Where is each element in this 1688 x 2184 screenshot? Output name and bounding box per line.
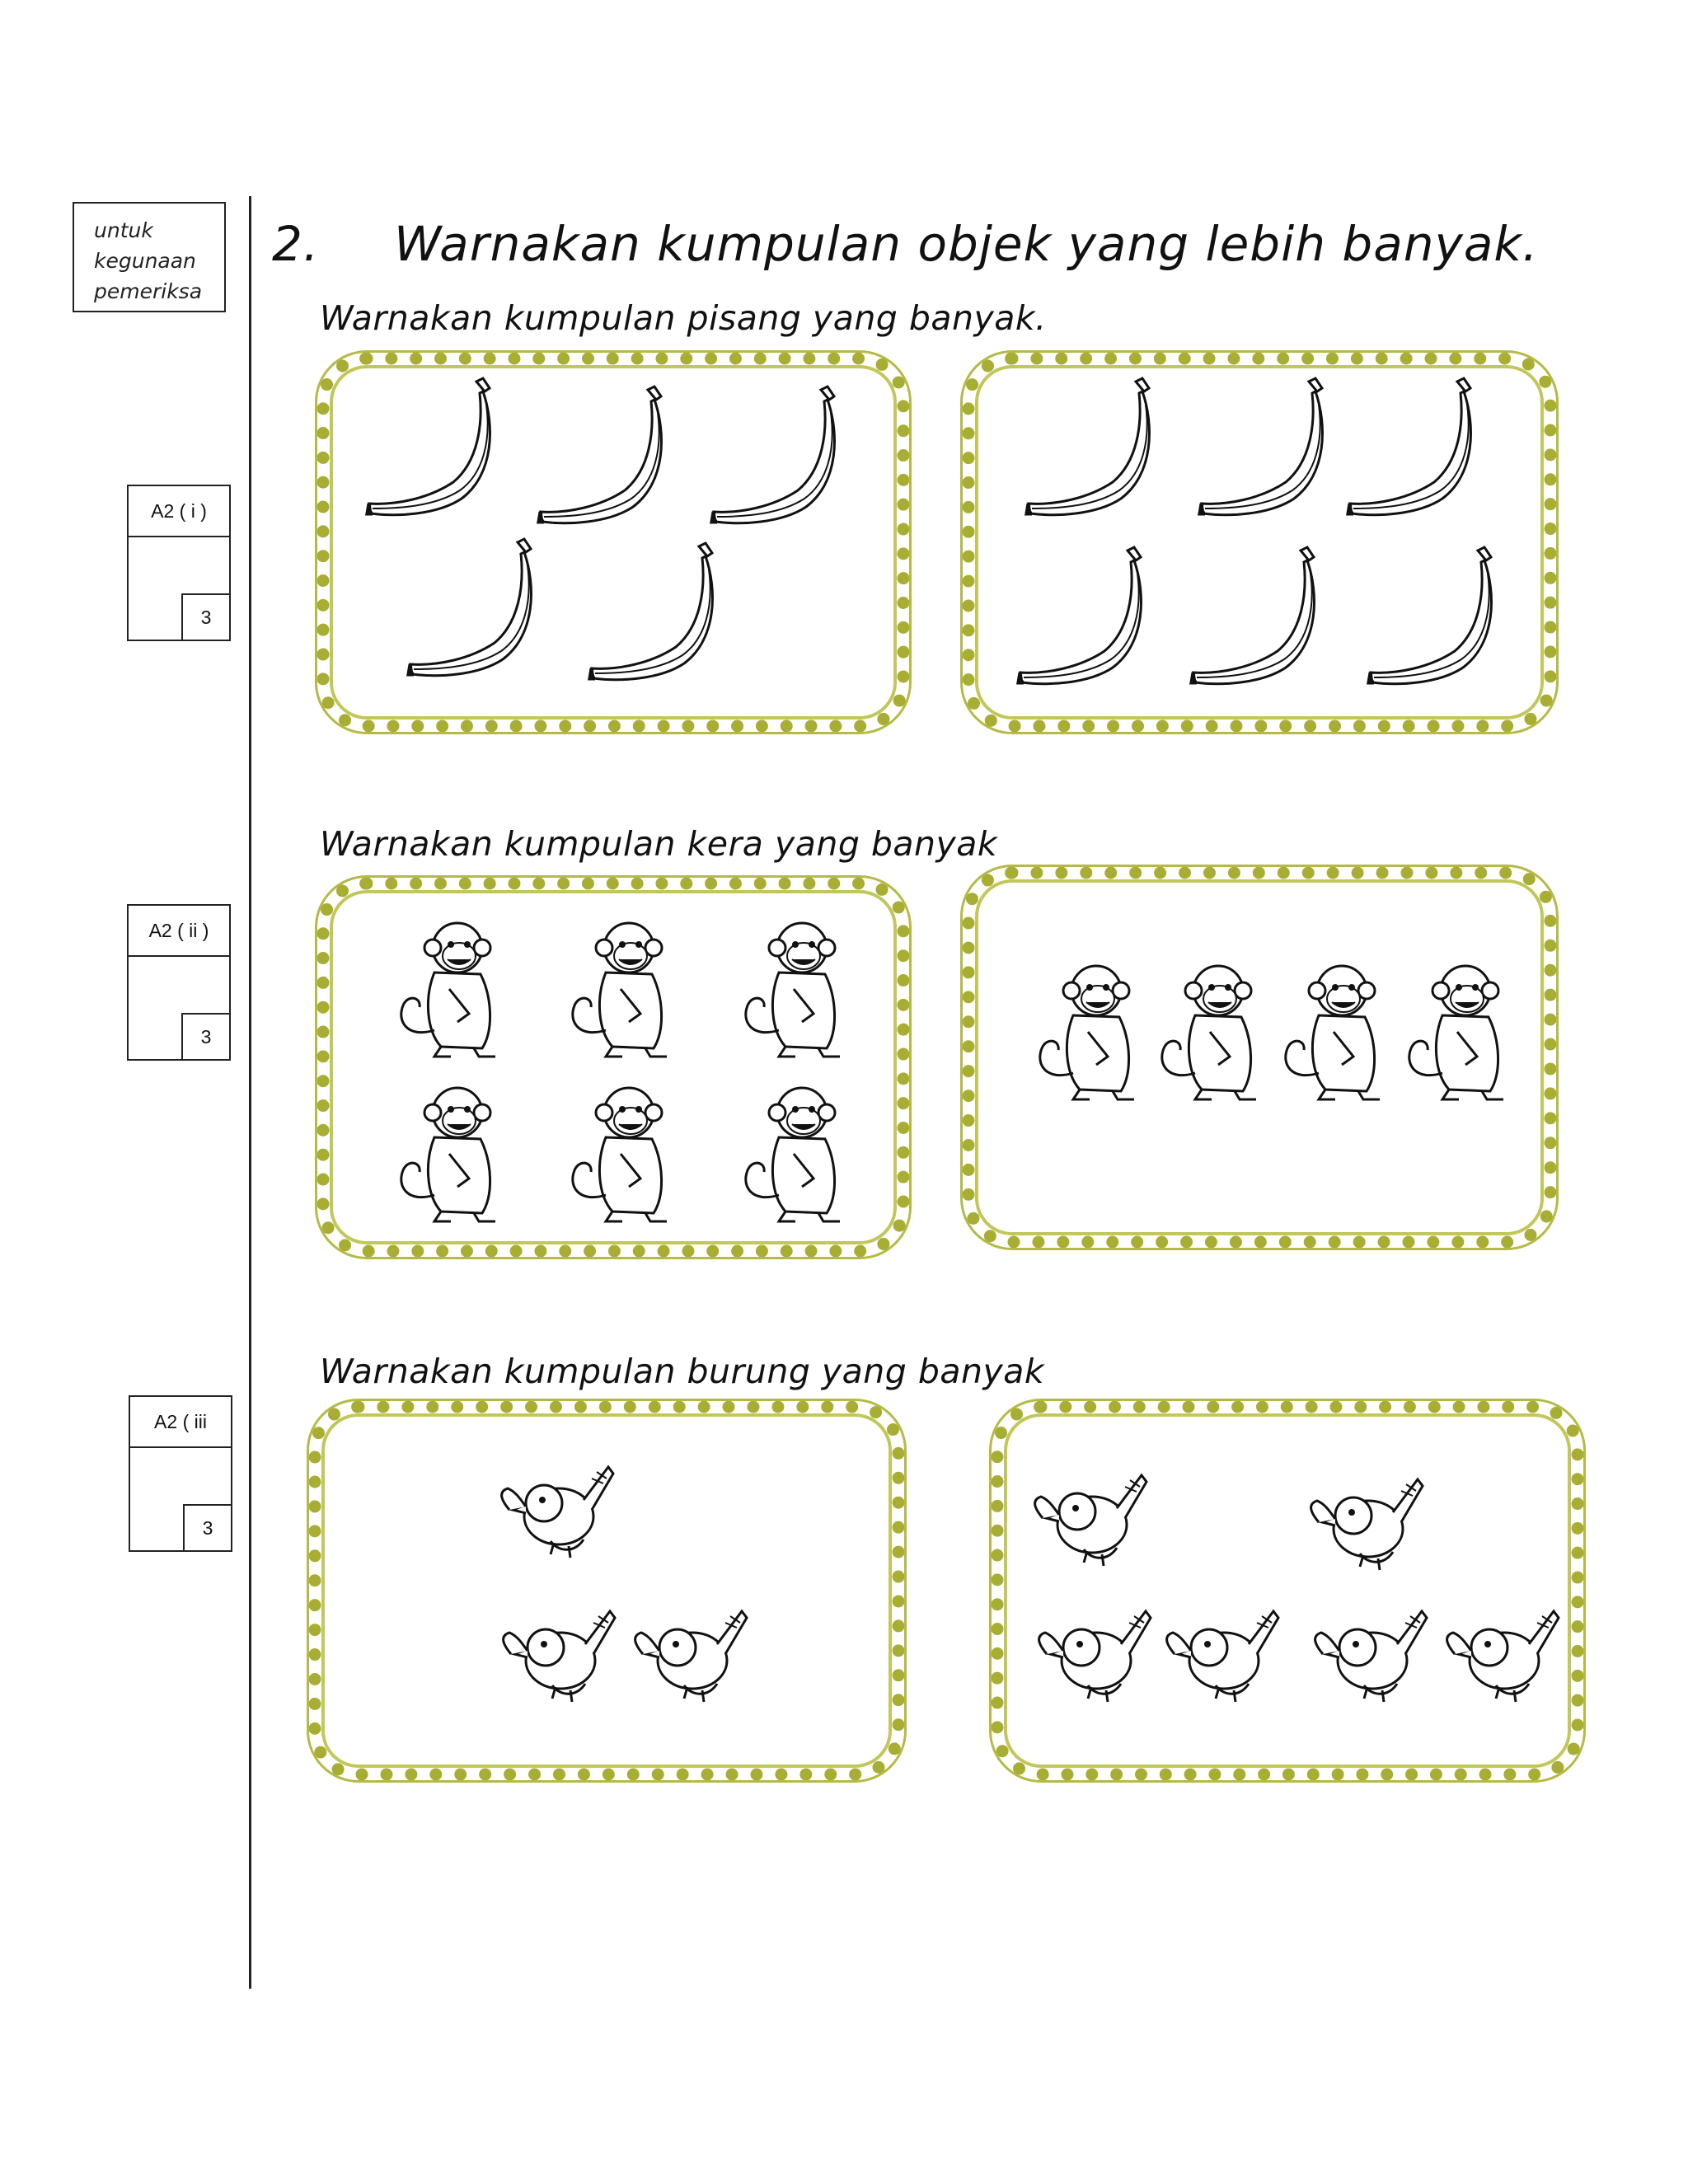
examiner-line-1: untuk (94, 218, 153, 242)
bird-icon (626, 1595, 758, 1710)
examiner-line-3: pemeriksa (94, 279, 203, 303)
monkey-icon (563, 1080, 678, 1228)
instruction-banana: Warnakan kumpulan pisang yang banyak. (320, 298, 1047, 338)
bird-group-right[interactable] (992, 1401, 1583, 1780)
bird-icon (1438, 1595, 1570, 1710)
monkey-icon (1152, 958, 1268, 1106)
score-box-label: A2 ( i ) (129, 486, 229, 537)
score-box-label: A2 ( iii (130, 1397, 231, 1448)
bird-icon (1030, 1595, 1162, 1710)
monkey-icon (392, 915, 507, 1063)
bird-icon (495, 1595, 626, 1710)
monkey-icon (563, 915, 678, 1063)
instruction-bird: Warnakan kumpulan burung yang banyak (320, 1352, 1045, 1391)
banana-icon (585, 540, 734, 688)
score-mark: 3 (183, 1504, 232, 1552)
examiner-box (73, 202, 226, 312)
question-heading (272, 216, 1538, 272)
bird-icon (1306, 1595, 1438, 1710)
banana-icon (1014, 544, 1162, 692)
monkey-icon (392, 1080, 507, 1228)
monkey-icon (1030, 958, 1146, 1106)
monkey-icon (1400, 958, 1515, 1106)
monkey-icon (736, 915, 851, 1063)
monkey-icon (736, 1080, 851, 1228)
banana-icon (363, 375, 511, 523)
margin-divider (249, 196, 251, 1989)
banana-icon (707, 383, 856, 532)
instruction-monkey: Warnakan kumpulan kera yang banyak (320, 824, 998, 864)
score-box-a2-ii (127, 904, 231, 1061)
banana-icon (1364, 544, 1512, 692)
question-text: Warnakan kumpulan objek yang lebih banyak. (394, 216, 1539, 272)
score-mark: 3 (181, 593, 231, 641)
banana-icon (1187, 544, 1335, 692)
bird-icon (1158, 1595, 1290, 1710)
monkey-icon (1276, 958, 1391, 1106)
bird-icon (1302, 1463, 1434, 1578)
banana-icon (1022, 375, 1170, 523)
question-number: 2. (272, 216, 320, 272)
banana-icon (1195, 375, 1343, 523)
banana-icon (1343, 375, 1492, 523)
score-mark: 3 (181, 1013, 231, 1061)
bird-icon (493, 1451, 625, 1566)
banana-icon (534, 383, 682, 532)
bird-icon (1026, 1459, 1158, 1574)
examiner-line-2: kegunaan (94, 249, 196, 273)
score-box-a2-iii (129, 1395, 232, 1552)
banana-icon (404, 536, 552, 684)
score-box-label: A2 ( ii ) (129, 906, 229, 957)
score-box-a2-i (127, 485, 231, 641)
